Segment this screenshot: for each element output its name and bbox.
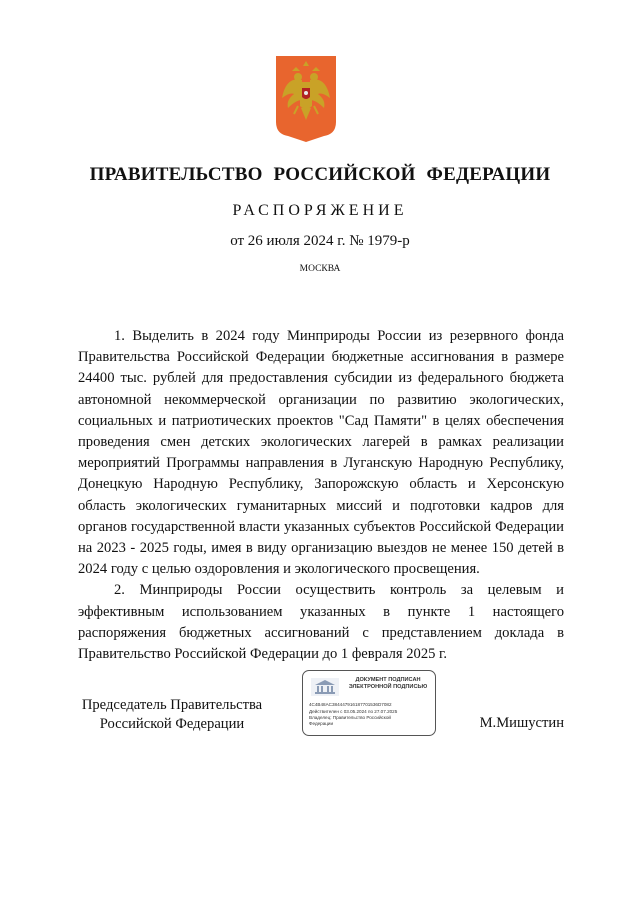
document-date-number: от 26 июля 2024 г. № 1979-р [230, 233, 410, 249]
stamp-certificate: 4C4B48AC384447916187701536D7082 [309, 702, 392, 707]
signatory-position-line2: Российской Федерации [99, 716, 245, 732]
signatory-name: М.Мишустин [479, 715, 564, 731]
signatory-position [74, 696, 270, 734]
document-body [78, 326, 564, 665]
document-type: РАСПОРЯЖЕНИЕ [232, 202, 408, 219]
government-building-icon [311, 678, 339, 696]
stamp-validity: Действителен с 03.05.2024 по 27.07.2025 [309, 709, 398, 714]
stamp-title: ДОКУМЕНТ ПОДПИСАН ЭЛЕКТРОННОЙ ПОДПИСЬЮ [348, 677, 428, 690]
paragraph-1: 1. Выделить в 2024 году Минприроды России из резервного фонда Правительства Российской Федерации бюджетные ассигнования в размере 24400 тыс. рублей для предоставления субсидии из федерального бюджета автономной некоммерческой организации по развитию экологических, социальных и патриотических проектов "Сад Памяти" в целях обеспечения проведения смен детских экологических лагерей в рамках реализации мероприятий Программы направления в Луганскую Народную Республику, Донецкую Народную Республику, Запорожскую область и Херсонскую область экологических гуманитарных миссий и подготовки кадров для органов государственной власти указанных субъектов Российской Федерации на 2023 - 2025 годы, имея в виду организацию выездов не менее 150 детей в 2024 году с целью оздоровления и экологического просвещения. [78, 328, 564, 578]
government-title: ПРАВИТЕЛЬСТВО РОССИЙСКОЙ ФЕДЕРАЦИИ [89, 164, 551, 185]
stamp-owner: Владелец: Правительство Российской Федерации [309, 715, 391, 726]
signatory-position-line1: Председатель Правительства [81, 697, 263, 713]
electronic-signature-stamp [302, 670, 436, 736]
russian-coat-of-arms-icon [276, 56, 336, 142]
paragraph-2: 2. Минприроды России осуществить контроль за целевым и эффективным использованием указанных в пункте 1 настоящего распоряжения бюджетных ассигнований с представлением доклада в Правительство Российской Федерации до 1 февраля 2025 г. [78, 582, 564, 663]
document-city: МОСКВА [299, 264, 341, 274]
